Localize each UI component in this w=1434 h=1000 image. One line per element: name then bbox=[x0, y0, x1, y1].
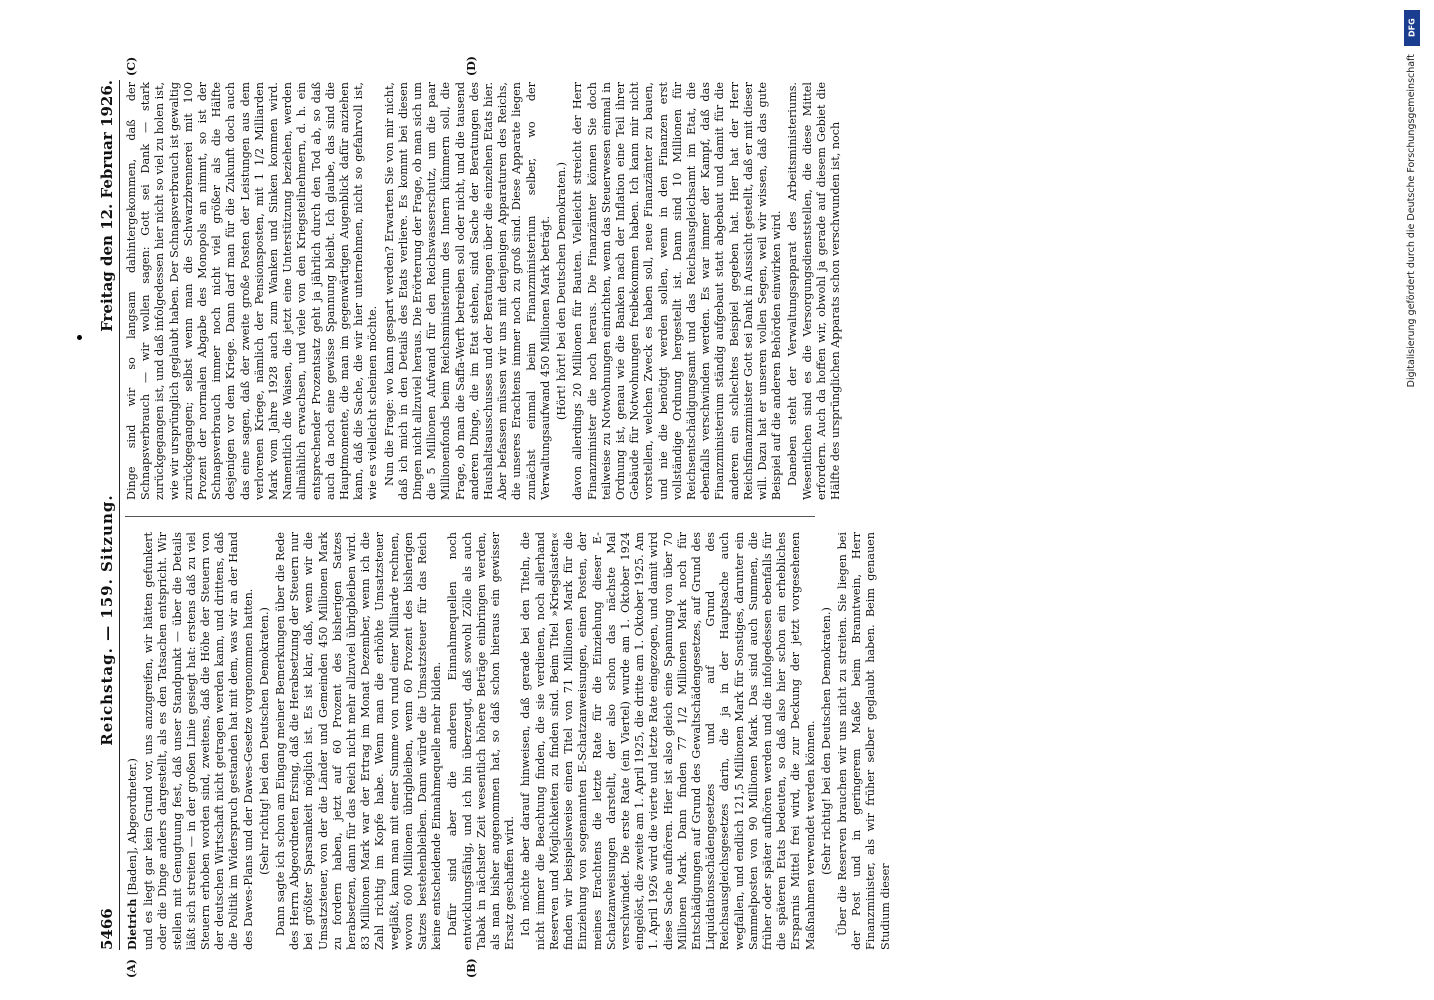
dfg-logo: DFG bbox=[1404, 10, 1420, 46]
paragraph: Daneben steht der Verwaltungsapparat des Arbeitsministeriums. Wesentlichen sind es die Versorgungsdienststellen, die diese Mittel erfordern. Auch da hoffen wir, obwohl ja gerade auf diesem Gebiet die Hälfte des ursprünglichen Apparats schon verschwunden ist, noch bbox=[786, 82, 842, 500]
paragraph: Ich möchte aber darauf hinweisen, daß gerade bei den Titeln, die nicht immer die Beachtung finden, die sie verdienen, noch allerhand Reserven und Möglichkeiten zu finden sind. Beim Titel »Kriegslasten« finden wir beispielsweise einen Titel von 71 Millionen Mark für die Einziehung von sogenannten E-Schatzanweisungen, einen Posten, der meines Erachtens die letzte Rate für die Einziehung dieser E-Schatzanweisungen darstellt, der also schon das nächste Mal verschwindet. Die erste Rate (ein Viertel) wurde am 1. Oktober 1924 eingelöst, die zweite am 1. April 1925, die dritte am 1. Oktober 1925. Am 1. April 1926 wird die vierte und letzte Rate eingezogen, und damit wird diese Sache aufhören. Hier ist also gleich eine Spannung von über 70 Millionen Mark. Dann finden 77 1/2 Millionen Mark noch für Entschädigungen auf Grund des Gewaltschädengesetzes, auf Grund des Liquidationsschädengesetzes und auf Grund des Reichsausgleichsgesetzes darin, die ja in der Hauptsache auch wegfallen, und endlich 121,5 Millionen Mark für Sonstiges, darunter ein Sammelposten von 90 Millionen Mark. Das sind auch Summen, die früher oder später aufhören werden und die infolgedessen ebenfalls für die späteren Etats bedeuten, so daß also hier schon ein erhebliches Ersparnis Mittel frei wird, die zur Deckung der jetzt vorgesehenen Maßnahmen verwendet werden können. bbox=[519, 532, 817, 950]
page-header bbox=[95, 80, 120, 950]
margin-mark-c: (C) bbox=[125, 56, 138, 76]
interjection: (Sehr richtig! bei den Deutschen Demokraten.) bbox=[257, 607, 271, 875]
paragraph: Über die Reserven brauchen wir uns nicht zu streiten. Sie liegen bei der Post und in geringerem Maße beim Branntwein, Herr Finanzminister, als wir früher selber geglaubt haben. Beim genauen Studium dieser bbox=[835, 532, 892, 950]
page-number: 5466 bbox=[98, 908, 116, 950]
margin-mark-a: (A) bbox=[125, 959, 138, 978]
page-date: Freitag den 12. Februar 1926. bbox=[98, 80, 116, 332]
interjection: (Sehr richtig! bei den Deutschen Demokraten.) bbox=[819, 607, 833, 875]
speaker-line bbox=[125, 532, 140, 950]
interjection: (Hört! hört! bei den Deutschen Demokraten.) bbox=[555, 162, 569, 420]
column-divider bbox=[125, 516, 815, 517]
left-text-column bbox=[125, 532, 892, 950]
margin-mark-d: (D) bbox=[465, 56, 478, 76]
paragraph: Dann sagte ich schon am Eingang meiner Bemerkungen über die Rede des Herrn Abgeordneten Ersing, daß die Herabsetzung der Steuern nur bei größter Sparsamkeit möglich ist. Es ist klar, daß, wenn wir die Umsatzsteuer, von der die Länder und Gemeinden 450 Millionen Mark zu fordern haben, jetzt auf 60 Prozent des bisherigen Satzes herabsetzen, dann für das Reich nicht mehr allzuviel übrigbleiben wird. 83 Millionen Mark war der Ertrag im Monat Dezember, wenn ich die Zahl richtig im Kopfe habe. Wenn man die erhöhte Umsatzsteuer wegläßt, kann man mit einer Summe von rund einer Milliarde rechnen, wovon 600 Millionen übrigbleiben, wenn 60 Prozent des bisherigen Satzes bestehenbleiben. Dann würde die Umsatzsteuer für das Reich keine entscheidende Einnahmequelle mehr bilden. bbox=[274, 532, 444, 950]
scan-speck bbox=[77, 335, 82, 340]
page-title: Reichstag. — 159. Sitzung. bbox=[98, 494, 116, 746]
speaker-note: [Baden], Abgeordneter.) bbox=[126, 758, 139, 896]
paragraph: davon allerdings 20 Millionen für Bauten. Vielleicht streicht der Herr Finanzminister die noch heraus. Die Finanzämter können Sie doch teilweise zu Notwohnungen einrichten, wenn das Steuerwesen einmal in Ordnung ist, genau wie die Banken nach der Inflation eine Teil ihrer Gebäude für Notwohnungen freibekommen haben. Ich kann mir nicht vorstellen, welchen Zweck es haben soll, neue Finanzämter zu bauen, und nie die benötigt werden sollen, wenn in den Finanzen erst vollständige Ordnung hergestellt ist. Dann sind 10 Millionen für Reichsentschädigungsamt und das Reichsausgleichsamt im Etat, die ebenfalls verschwinden werden. Es war immer der Kampf, daß das Finanzministerium ständig aufgebaut statt abgebaut und damit für die anderen ein schlechtes Beispiel gegeben hat. Hier hat der Herr Reichsfinanzminister Gott sei Dank in Aussicht gestellt, daß er mit dieser will. Dazu hat er unseren vollen Segen, weil wir wissen, daß das gute Beispiel auf die anderen Behörden einwirken wird. bbox=[571, 82, 784, 500]
scanned-page bbox=[95, 56, 892, 978]
side-strip bbox=[1398, 10, 1428, 990]
paragraph: Nun die Frage: wo kann gespart werden? Erwarten Sie von mir nicht, daß ich mich in den Details des Etats verliere. Es kommt bei diesen Dingen nicht allzuviel heraus. Die Erörterung der Frage, ob man sich um die 5 Millionen Aufwand für den Reichswasserschutz, um die paar Millionenfonds beim Reichsministerium des Innern kümmern soll, die Frage, ob man die Saffa-Werft betreiben soll oder nicht, und die tausend anderen Dinge, die im Etat stehen, sind Sache der Beratungen des Haushaltsausschusses und der Beratungen über die einzelnen Etats hier. Aber befassen müssen wir uns mit denjenigen Apparaturen des Reichs, die unseres Erachtens immer noch zu groß sind. Diese Apparate liegen zunächst einmal beim Finanzministerium selber, wo der Verwaltungsaufwand 450 Millionen Mark beträgt. bbox=[382, 82, 552, 500]
right-text-column bbox=[125, 82, 842, 500]
paragraph: Dinge sind wir so langsam dahintergekommen, daß der Schnapsverbrauch — wir wollen sagen: Gott sei Dank — stark zurückgegangen ist, und daß infolgedessen hier nicht so viel zu holen ist, wie wir ursprünglich geglaubt haben. Der Schnapsverbrauch ist gewaltig zurückgegangen; selbst wenn man die Schwarzbrennerei mit 100 Prozent der normalen Abgabe des Monopols an nimmt, so ist der Schnapsverbrauch immer noch nicht viel größer als die Hälfte desjenigen vor dem Kriege. Dann darf man für die Zukunft doch auch das eine sagen, daß der zweite große Posten der Leistungen aus dem verlorenen Kriege, nämlich der Pensionsposten, mit 1 1/2 Milliarden Mark vom Jahre 1928 auch zum Wanken und Sinken kommen wird. Namentlich die Waisen, die jetzt eine Unterstützung beziehen, werden allmählich erwachsen, und viele von den Kriegsteilnehmern, d. h. ein entsprechender Prozentsatz geht ja jährlich durch den Tod ab, so daß auch da noch eine gewisse Spannung bleibt. Ich glaube, das sind die Hauptmomente, die man im gegenwärtigen Augenblick dafür anziehen kann, daß die Sache, die wir hier unternehmen, nicht so gefahrvoll ist, wie es vielleicht scheinen möchte. bbox=[125, 82, 380, 500]
paragraph: Dafür sind aber die anderen Einnahmequellen noch entwicklungsfähig, und ich bin überzeugt, daß sowohl Zölle als auch Tabak in nächster Zeit wesentlich höhere Beträge einbringen werden, als man bisher angenommen hat, so daß schon hieraus ein gewisser Ersatz geschaffen wird. bbox=[446, 532, 517, 950]
speaker-name: Dietrich bbox=[125, 898, 139, 950]
paragraph: und es liegt gar kein Grund vor, uns anzugreifen, wir hätten gefunkert oder die Dinge anders dargestellt, als es den Tatsachen entspricht. Wir stellen mit Genugtuung fest, daß unser Standpunkt — über die Details läßt sich streiten — in der großen Linie gesiegt hat: erstens daß zu viel Steuern erhoben worden sind, zweitens, daß die Höhe der Steuern von der deutschen Wirtschaft nicht getragen werden kann, und drittens, daß die Politik im Widerspruch gestanden hat mit dem, was wir an der Hand des Dawes-Plans und der Dawes-Gesetze vorgenommen hatten. bbox=[142, 532, 255, 950]
margin-mark-b: (B) bbox=[465, 958, 478, 978]
digitization-credit: Digitalisierung gefördert durch die Deutsche Forschungsgemeinschaft bbox=[1406, 54, 1417, 388]
